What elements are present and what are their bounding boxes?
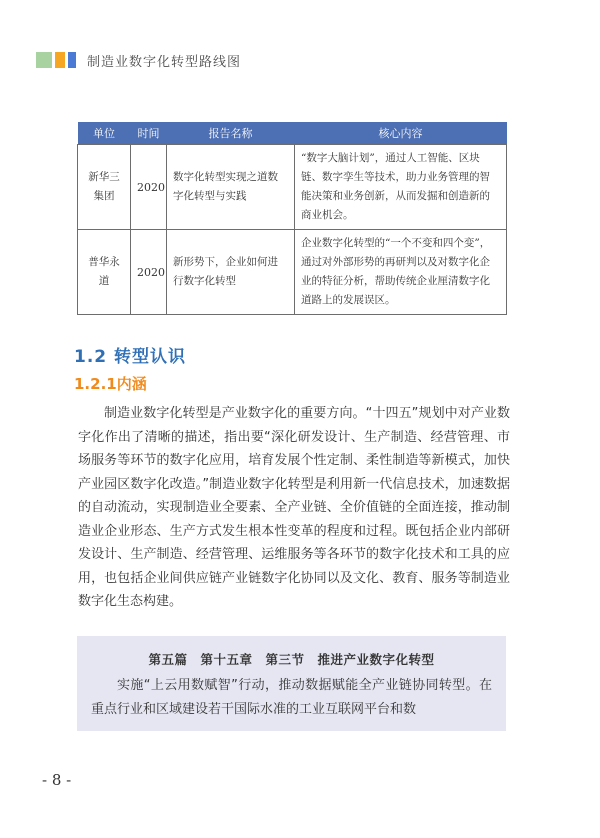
quote-title: 第五篇 第十五章 第三节 推进产业数字化转型 — [148, 652, 435, 667]
cell-content: “数字大脑计划”，通过人工智能、区块链、数字孪生等技术，助力业务管理的智能决策和业务创新，从而发掘和创造新的商业机会。 — [295, 145, 507, 230]
orange-bar-icon — [55, 52, 65, 68]
column-header-report: 报告名称 — [167, 122, 295, 145]
table-row — [78, 230, 507, 315]
header-color-bars — [36, 52, 79, 68]
body-paragraph: 制造业数字化转型是产业数字化的重要方向。“十四五”规划中对产业数字化作出了清晰的描述，指出要“深化研发设计、生产制造、经营管理、市场服务等环节的数字化应用，培育发展个性定制、柔性制造等新模式，加快产业园区数字化改造。”制造业数字化转型是利用新一代信息技术，加速数据的自动流动，实现制造业全要素、全产业链、全价值链的全面连接，推动制造业企业形态、生产方式发生根本性变革的程度和过程。既包括企业内部研发设计、生产制造、经营管理、运维服务等各环节的数字化技术和工具的应用，也包括企业间供应链产业链数字化协同以及文化、教育、服务等制造业数字化生态构建。 — [78, 406, 510, 609]
column-header-year: 时间 — [131, 122, 167, 145]
column-header-content: 核心内容 — [295, 122, 507, 145]
quote-text: 实施“上云用数赋智”行动，推动数据赋能全产业链协同转型。在重点行业和区域建设若干国际水准的工业互联网平台和数 — [91, 678, 492, 717]
section-heading: 1.2 转型认识 — [74, 347, 187, 367]
report-table — [77, 122, 507, 315]
cell-report: 数字化转型实现之道数字化转型与实践 — [167, 145, 295, 230]
cell-year: 2020 — [131, 230, 167, 315]
green-bar-icon — [36, 52, 52, 68]
table-row — [78, 145, 507, 230]
subsection-heading: 1.2.1内涵 — [74, 375, 147, 393]
cell-report: 新形势下，企业如何进行数字化转型 — [167, 230, 295, 315]
body-text — [78, 402, 510, 614]
column-header-unit: 单位 — [78, 122, 131, 145]
cell-unit: 普华永道 — [78, 230, 131, 315]
cell-unit: 新华三集团 — [78, 145, 131, 230]
page-header — [36, 50, 241, 70]
table-header-row — [78, 122, 507, 145]
cell-content: 企业数字化转型的“一个不变和四个变”，通过对外部形势的再研判以及对数字化企业的特征分析，帮助传统企业厘清数字化道路上的发展误区。 — [295, 230, 507, 315]
quote-box — [77, 636, 506, 731]
blue-bar-icon — [68, 52, 76, 68]
header-title: 制造业数字化转型路线图 — [87, 54, 242, 70]
cell-year: 2020 — [131, 145, 167, 230]
page-number: - 8 - — [42, 771, 72, 789]
